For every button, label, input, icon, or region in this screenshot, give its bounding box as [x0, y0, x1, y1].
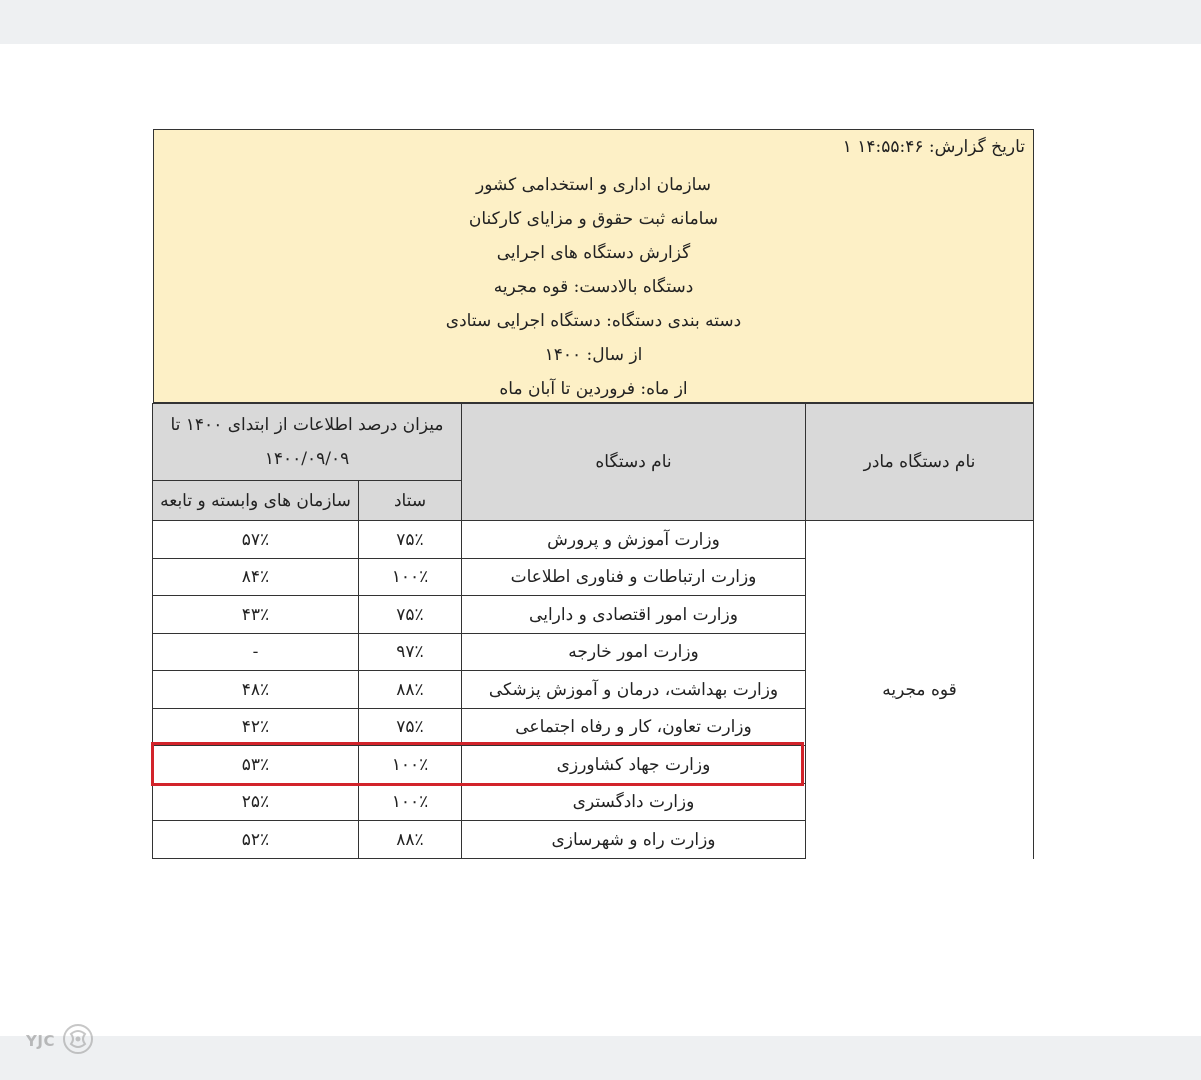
col-header-staff: ستاد — [359, 481, 462, 521]
header-line-category: دسته بندی دستگاه: دستگاه اجرایی ستادی — [445, 311, 742, 331]
report-sheet — [153, 129, 1034, 850]
header-line-system: سامانه ثبت حقوق و مزایای کارکنان — [468, 209, 719, 229]
watermark-text: YJC — [26, 1032, 55, 1050]
yjc-logo-icon — [61, 1022, 95, 1060]
staff-percent-cell: ۷۵٪ — [359, 709, 462, 746]
staff-percent-cell: ۷۵٪ — [359, 596, 462, 634]
org-name-cell: وزارت آموزش و پرورش — [462, 521, 806, 559]
header-line-organization: سازمان اداری و استخدامی کشور — [475, 175, 711, 195]
yjc-watermark — [26, 1022, 95, 1060]
affiliated-percent-cell: ۵۷٪ — [152, 521, 358, 559]
header-line-year: از سال: ۱۴۰۰ — [544, 345, 643, 365]
affiliated-percent-cell: ۴۲٪ — [152, 709, 358, 746]
org-name-cell: وزارت امور خارجه — [462, 634, 806, 671]
org-name-cell: وزارت تعاون، کار و رفاه اجتماعی — [462, 709, 806, 746]
staff-percent-cell: ۸۸٪ — [359, 821, 462, 859]
col-header-org-name: نام دستگاه — [462, 404, 806, 521]
affiliated-percent-cell: ۵۲٪ — [152, 821, 358, 859]
staff-percent-cell: ۱۰۰٪ — [359, 784, 462, 821]
parent-org-cell: قوه مجریه — [806, 521, 1034, 859]
col-header-affiliated: سازمان های وابسته و تابعه — [152, 481, 358, 521]
org-percentage-table — [152, 403, 1034, 859]
org-name-cell: وزارت بهداشت، درمان و آموزش پزشکی — [462, 671, 806, 709]
org-name-cell: وزارت امور اقتصادی و دارایی — [462, 596, 806, 634]
header-line-report-title: گزارش دستگاه های اجرایی — [496, 243, 691, 263]
table-row — [152, 521, 1033, 559]
affiliated-percent-cell: ۸۴٪ — [152, 559, 358, 596]
affiliated-percent-cell: ۲۵٪ — [152, 784, 358, 821]
org-name-cell: وزارت ارتباطات و فناوری اطلاعات — [462, 559, 806, 596]
affiliated-percent-cell: - — [152, 634, 358, 671]
staff-percent-cell: ۸۸٪ — [359, 671, 462, 709]
staff-percent-cell: ۱۰۰٪ — [359, 559, 462, 596]
org-name-cell: وزارت جهاد کشاورزی — [462, 746, 806, 784]
col-header-parent-org: نام دستگاه مادر — [806, 404, 1034, 521]
col-header-percent-group: میزان درصد اطلاعات از ابتدای ۱۴۰۰ تا ۱۴۰۰/۰۹/۰۹ — [152, 404, 461, 481]
report-header — [153, 129, 1034, 403]
table-header-row — [152, 404, 1033, 481]
org-name-cell: وزارت دادگستری — [462, 784, 806, 821]
staff-percent-cell: ۷۵٪ — [359, 521, 462, 559]
viewer-bottom-bar — [0, 1036, 1201, 1080]
report-date: تاریخ گزارش: ۱۴:۵۵:۴۶ ۱ — [842, 137, 1025, 157]
report-header-lines — [154, 168, 1033, 406]
affiliated-percent-cell: ۴۸٪ — [152, 671, 358, 709]
affiliated-percent-cell: ۴۳٪ — [152, 596, 358, 634]
staff-percent-cell: ۱۰۰٪ — [359, 746, 462, 784]
viewer-top-bar — [0, 0, 1201, 44]
staff-percent-cell: ۹۷٪ — [359, 634, 462, 671]
org-name-cell: وزارت راه و شهرسازی — [462, 821, 806, 859]
header-line-parent-org: دستگاه بالادست: قوه مجریه — [493, 277, 694, 297]
affiliated-percent-cell: ۵۳٪ — [152, 746, 358, 784]
header-line-month-range: از ماه: فروردین تا آبان ماه — [499, 379, 688, 399]
